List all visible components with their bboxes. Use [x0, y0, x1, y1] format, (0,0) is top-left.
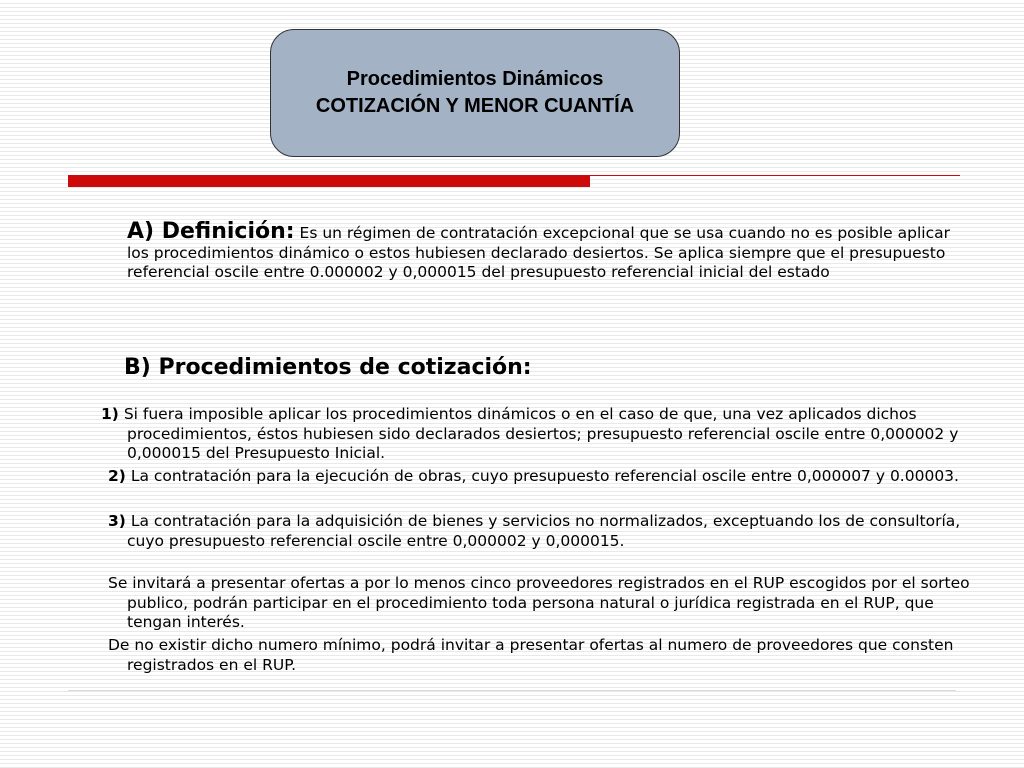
item-text: La contratación para la ejecución de obras, cuyo presupuesto referencial oscile entre 0,000007 y 0.00003. — [130, 467, 959, 485]
list-item — [108, 512, 978, 551]
definition-block — [127, 219, 967, 283]
definition-text: Es un régimen de contratación excepcional que se usa cuando no es posible aplicar los procedimientos dinámico o estos hubiesen declarado desiertos. Se aplica siempre que el presupuesto referencial oscile entre 0.000002 y 0,000015 del presupuesto referencial inicial del estado — [127, 224, 950, 281]
section-b-heading: B) Procedimientos de cotización: — [124, 355, 532, 380]
item-text: Si fuera imposible aplicar los procedimientos dinámicos o en el caso de que, una vez aplicados dichos procedimientos, éstos hubiesen sido declarados desiertos; presupuesto referencial oscile entre 0,000002 y 0,000015 del Presupuesto Inicial. — [123, 405, 959, 462]
list-item — [108, 467, 978, 487]
thin-divider-line — [590, 175, 960, 176]
title-box — [270, 29, 680, 157]
title-line-1: Procedimientos Dinámicos — [346, 68, 604, 90]
item-number: 2) — [108, 467, 126, 485]
definition-heading: A) Definición: — [127, 219, 295, 244]
item-number: 1) — [101, 405, 119, 423]
list-item — [101, 405, 981, 464]
item-number: 3) — [108, 512, 126, 530]
invitation-paragraph: Se invitará a presentar ofertas a por lo menos cinco proveedores registrados en el RUP escogidos por el sorteo publico, podrán participar en el procedimiento toda persona natural o jurídica registrada en el RUP, que tengan interés. — [108, 574, 970, 631]
title-line-2: COTIZACIÓN Y MENOR CUANTÍA — [315, 95, 635, 117]
red-divider-bar — [68, 175, 590, 187]
item-text: La contratación para la adquisición de bienes y servicios no normalizados, exceptuando los de consultoría, cuyo presupuesto referencial oscile entre 0,000002 y 0,000015. — [127, 512, 961, 550]
bottom-divider — [68, 690, 956, 691]
minimum-providers-paragraph: De no existir dicho numero mínimo, podrá invitar a presentar ofertas al numero de proveedores que consten registrados en el RUP. — [108, 636, 954, 674]
